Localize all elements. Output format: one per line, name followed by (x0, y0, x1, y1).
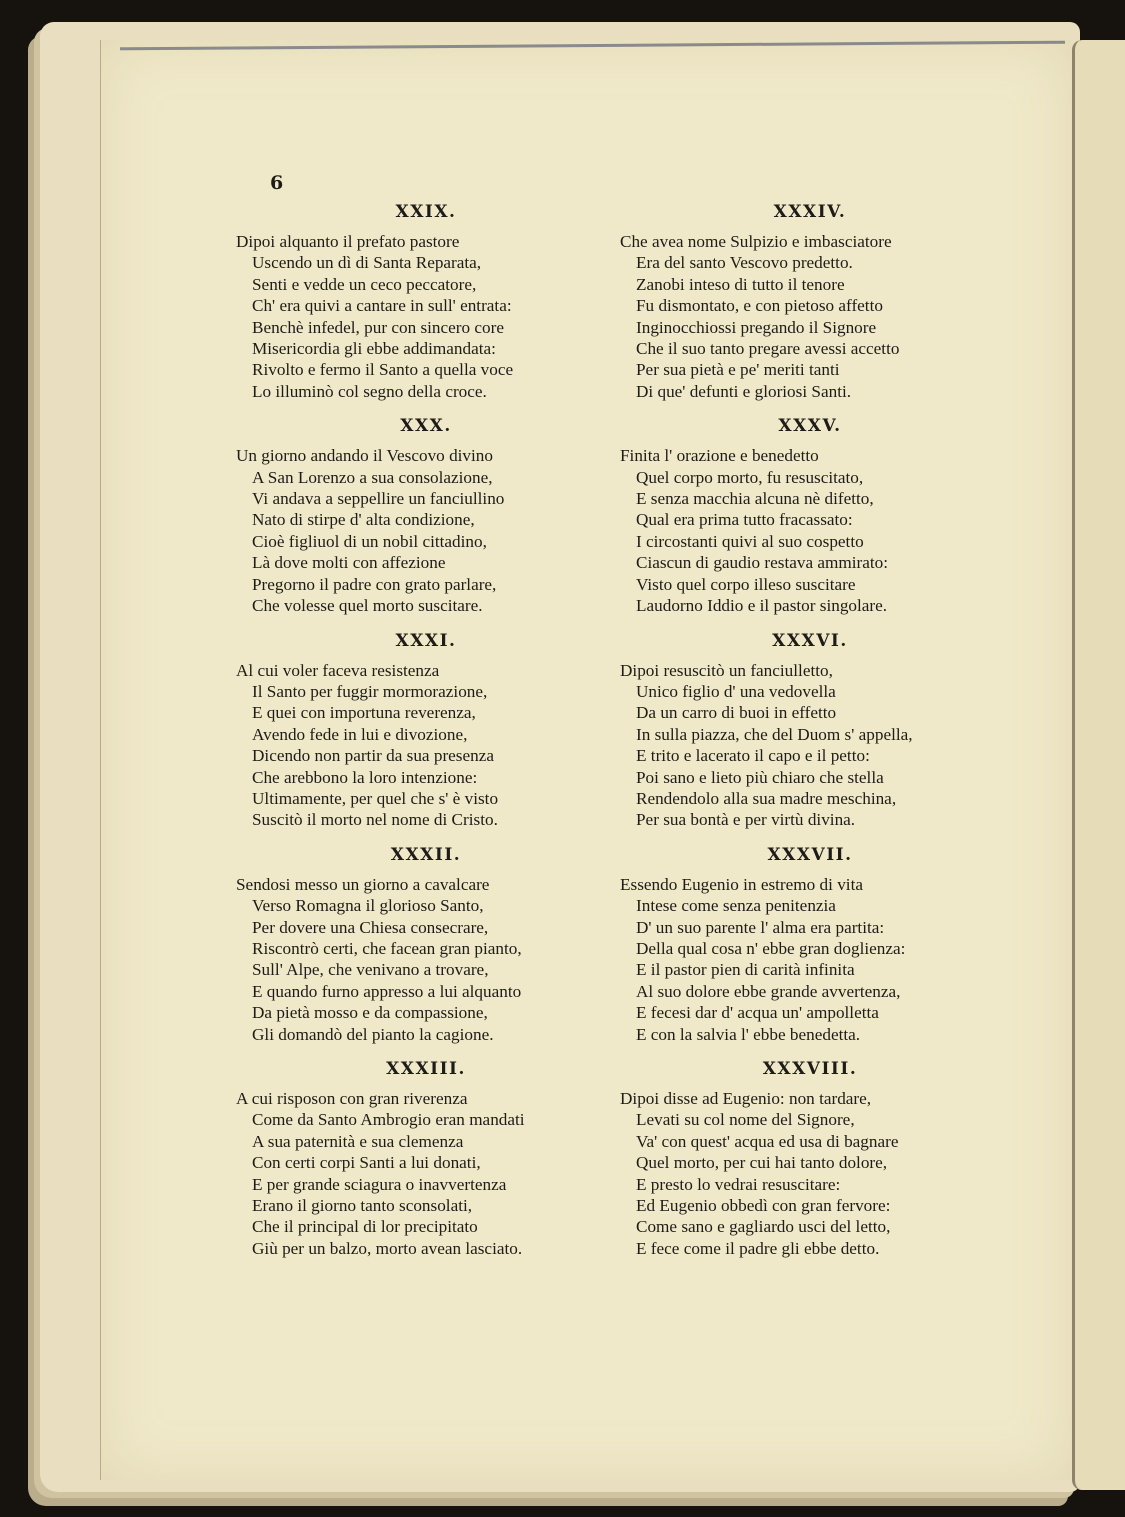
verse-line: Un giorno andando il Vescovo divino (236, 446, 493, 466)
verse-line: E fecesi dar d' acqua un' ampolletta (636, 1003, 879, 1023)
verse-line: Con certi corpi Santi a lui donati, (252, 1153, 481, 1173)
verse-line: Essendo Eugenio in estremo di vita (620, 874, 863, 894)
verse-line: Al suo dolore ebbe grande avvertenza, (636, 981, 901, 1001)
verse-line: Visto quel corpo illeso suscitare (636, 574, 856, 594)
verse-line: Della qual cosa n' ebbe gran doglienza: (636, 938, 906, 958)
verse-line: Per dovere una Chiesa consecrare, (252, 917, 489, 937)
verse-line: Che volesse quel morto suscitare. (252, 596, 483, 616)
verse-line: Quel corpo morto, fu resuscitato, (636, 467, 864, 487)
verse-line: Per sua pietà e pe' meriti tanti (636, 360, 840, 380)
verse-line: Dipoi disse ad Eugenio: non tardare, (620, 1089, 872, 1108)
verse-line: In sulla piazza, che del Duom s' appella, (636, 724, 913, 744)
verse-line: Suscitò il morto nel nome di Cristo. (252, 810, 498, 830)
verse-line: Ciascun di gaudio restava ammirato: (636, 553, 889, 573)
verse-line: E quando furno appresso a lui alquanto (252, 981, 522, 1001)
verse-line: E fece come il padre gli ebbe detto. (636, 1238, 880, 1258)
verse-line: Verso Romagna il glorioso Santo, (252, 896, 484, 916)
verse-line: Che arebbono la loro intenzione: (252, 767, 478, 787)
verse-line: Riscontrò certi, che facean gran pianto, (252, 938, 522, 958)
stanza-numeral: XXXIV. (773, 202, 847, 222)
verse-line: Era del santo Vescovo predetto. (636, 253, 853, 273)
verse-line: Zanobi inteso di tutto il tenore (636, 274, 845, 294)
verse-line: Pregorno il padre con grato parlare, (252, 574, 497, 594)
verse-line: Misericordia gli ebbe addimandata: (252, 339, 496, 359)
verse-line: Levati su col nome del Signore, (636, 1110, 855, 1130)
verse-line: E con la salvia l' ebbe benedetta. (636, 1024, 861, 1044)
verse-line: A sua paternità e sua clemenza (252, 1131, 464, 1151)
verse-line: Che il suo tanto pregare avessi accetto (636, 339, 900, 359)
verse-line: Dipoi alquanto il prefato pastore (236, 232, 460, 251)
verse-line: Da un carro di buoi in effetto (636, 703, 837, 723)
verse-line: Laudorno Iddio e il pastor singolare. (636, 596, 888, 616)
verse-line: Da pietà mosso e da compassione, (252, 1003, 488, 1023)
verse-line: Finita l' orazione e benedetto (620, 446, 819, 466)
verse-line: Senti e vedde un ceco peccatore, (252, 274, 477, 294)
verse-line: Inginocchiossi pregando il Signore (636, 317, 877, 337)
verse-line: Lo illuminò col segno della croce. (252, 381, 487, 401)
verse-line: Benchè infedel, pur con sincero core (252, 317, 504, 337)
stanza-numeral: XXXV. (778, 416, 842, 437)
verse-line: Che avea nome Sulpizio e imbasciatore (620, 232, 892, 251)
stanza-numeral: XXXVIII. (762, 1059, 858, 1079)
verse-line: Rivolto e fermo il Santo a quella voce (252, 360, 514, 380)
verse-line: Che il principal di lor precipitato (252, 1217, 478, 1237)
verse-line: E trito e lacerato il capo e il petto: (636, 746, 870, 766)
stanza (236, 841, 616, 1055)
verse-line: E presto lo vedrai resuscitare: (636, 1174, 841, 1194)
verse-line: E per grande sciagura o inavvertenza (252, 1174, 507, 1194)
stanza-numeral: XXXII. (390, 844, 462, 865)
verse-line: Il Santo per fuggir mormorazione, (252, 681, 488, 701)
stanza (236, 412, 616, 626)
verse-line: E quei con importuna reverenza, (252, 703, 476, 723)
stanza (236, 627, 616, 841)
verse-line: Ch' era quivi a cantare in sull' entrata: (252, 296, 512, 316)
left-column (236, 198, 616, 1269)
verse-line: I circostanti quivi al suo cospetto (636, 531, 864, 551)
verse-line: E senza macchia alcuna nè difetto, (636, 489, 874, 509)
verse-line: Rendendolo alla sua madre meschina, (636, 788, 897, 808)
page-number: 6 (270, 172, 284, 194)
stanza (620, 841, 1000, 1055)
stanza-numeral: XXXI. (395, 630, 457, 651)
verse-line: Qual era prima tutto fracassato: (636, 510, 853, 530)
stanza-numeral: XXX. (400, 416, 452, 437)
verse-line: E il pastor pien di carità infinita (636, 960, 855, 980)
stanza (620, 627, 1000, 841)
verse-line: Come da Santo Ambrogio eran mandati (252, 1110, 525, 1130)
verse-line: Unico figlio d' una vedovella (636, 681, 836, 701)
verse-line: Sendosi messo un giorno a cavalcare (236, 874, 490, 894)
stanza-numeral: XXIX. (395, 202, 457, 222)
verse-line: A cui risposon con gran riverenza (236, 1089, 468, 1108)
verse-line: A San Lorenzo a sua consolazione, (252, 467, 493, 487)
verse-line: Dipoi resuscitò un fanciulletto, (620, 660, 833, 680)
verse-line: Giù per un balzo, morto avean lasciato. (252, 1238, 523, 1258)
stanza (236, 198, 616, 412)
verse-line: Per sua bontà e per virtù divina. (636, 810, 856, 830)
verse-line: Come sano e gagliardo usci del letto, (636, 1217, 891, 1237)
stanza (620, 412, 1000, 626)
verse-line: Quel morto, per cui hai tanto dolore, (636, 1153, 888, 1173)
verse-line: Ed Eugenio obbedì con gran fervore: (636, 1196, 891, 1216)
stanza (620, 1055, 1000, 1269)
verse-line: Uscendo un dì di Santa Reparata, (252, 253, 482, 273)
verse-line: Intese come senza penitenzia (636, 896, 836, 916)
facing-page-edge (1072, 40, 1125, 1490)
verse-line: Dicendo non partir da sua presenza (252, 746, 494, 766)
verse-line: Poi sano e lieto più chiaro che stella (636, 767, 884, 787)
verse-line: Di que' defunti e gloriosi Santi. (636, 381, 852, 401)
verse-line: Va' con quest' acqua ed usa di bagnare (636, 1131, 899, 1151)
verse-line: D' un suo parente l' alma era partita: (636, 917, 885, 937)
stanza-numeral: XXXVII. (767, 844, 853, 865)
verse-line: Erano il giorno tanto sconsolati, (252, 1196, 473, 1216)
verse-line: Vi andava a seppellire un fanciullino (252, 489, 505, 509)
stanza (236, 1055, 616, 1269)
verse-line: Avendo fede in lui e divozione, (252, 724, 468, 744)
verse-line: Gli domandò del pianto la cagione. (252, 1024, 494, 1044)
verse-line: Nato di stirpe d' alta condizione, (252, 510, 475, 530)
stanza-numeral: XXXVI. (772, 630, 848, 651)
right-column (620, 198, 1000, 1269)
verse-line: Ultimamente, per quel che s' è visto (252, 788, 499, 808)
stanza-numeral: XXXIII. (386, 1059, 466, 1079)
stanza (620, 198, 1000, 412)
verse-line: Fu dismontato, e con pietoso affetto (636, 296, 883, 316)
verse-line: Là dove molti con affezione (252, 553, 446, 573)
verse-line: Sull' Alpe, che venivano a trovare, (252, 960, 489, 980)
verse-line: Al cui voler faceva resistenza (236, 660, 440, 680)
verse-line: Cioè figliuol di un nobil cittadino, (252, 531, 487, 551)
